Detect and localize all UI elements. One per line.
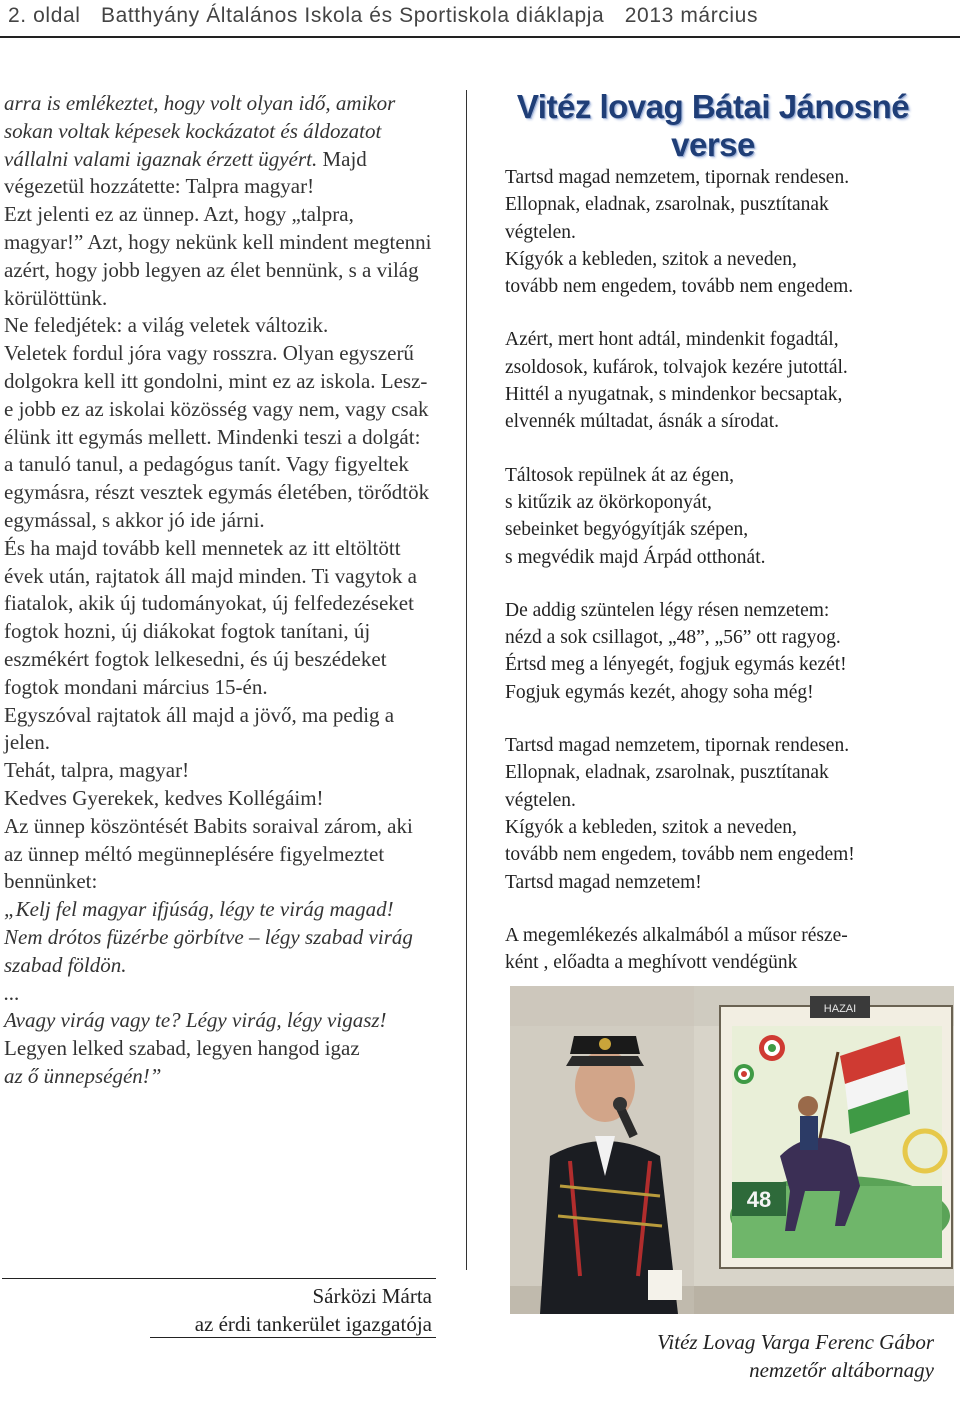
poem-stanza (505, 462, 955, 571)
paragraph-text: Ezt jelenti ez az ünnep. Azt, hogy „talpra, magyar!” Azt, hogy nekünk kell mindent megtenni azért, hogy jobb legyen az élet bennünk, s a világ körülöttünk. (4, 202, 432, 310)
poem-line: zsoldosok, kufárok, tolvajok kezére jutottál. (505, 356, 848, 378)
page-header (0, 0, 960, 38)
poem-line: Tartsd magad nemzetem, tipornak rendesen. (505, 167, 850, 188)
article-paragraph (4, 813, 434, 896)
caption-title: nemzetőr altábornagy (749, 1358, 934, 1382)
poem-stanza (505, 326, 955, 435)
article-paragraph (4, 1063, 434, 1091)
poem-line: Kígyók a kebleden, szitok a neveden, (505, 248, 797, 270)
article-paragraph (4, 201, 434, 312)
article-paragraph (4, 785, 434, 813)
poem-line: Hittél a nyugatnak, s mindenkor becsaptak, (505, 384, 843, 406)
article-paragraph (4, 1035, 434, 1063)
caption-name: Vitéz Lovag Varga Ferenc Gábor (657, 1330, 934, 1354)
article-paragraph (4, 1007, 434, 1035)
paragraph-text: az ő ünnepségén!” (4, 1063, 162, 1088)
article-paragraph (4, 90, 434, 201)
poem-stanza (505, 922, 955, 977)
signature-role: az érdi tankerület igazgatója (194, 1312, 432, 1336)
poem-stanza (505, 597, 955, 706)
issue-date: 2013 március (624, 4, 759, 27)
poem-line: Táltosok repülnek át az égen, (505, 464, 735, 486)
poem-line: nézd a sok csillagot, „48”, „56” ott ragyog. (505, 627, 841, 649)
paragraph-text: És ha majd tovább kell mennetek az itt eltöltött évek után, rajtatok áll majd minden. Ti vagytok a fiatalok, akik új tudományokat, új felfedezéseket fogtok hozni, új diákokat fogtok tanítani, új eszmékért fogtok lelkesedni, és új beszédeket fogtok mondani március 15-én. (4, 535, 417, 699)
sign-text: HAZAI (823, 1003, 857, 1015)
poem-line: De addig szüntelen légy résen nemzetem: (505, 599, 830, 621)
poem-line: tovább nem engedem, tovább nem engedem! (505, 844, 855, 866)
poem-stanza (505, 732, 955, 896)
poem-line: Értsd meg a lényegét, fogjuk egymás kezét! (505, 654, 847, 676)
left-column-article (4, 90, 434, 1091)
poem-line: sebeinket begyógyítják szépen, (505, 519, 749, 541)
article-paragraph (4, 702, 434, 758)
poem-line: Azért, mert hont adtál, mindenkit fogadtál, (505, 329, 839, 351)
publication-title: Batthyány Általános Iskola és Sportiskola diáklapja (100, 4, 605, 27)
signature-rule-top (2, 1278, 436, 1279)
paragraph-text: Egyszóval rajtatok áll majd a jövő, ma pedig a jelen. (4, 702, 395, 755)
poem-line: Tartsd magad nemzetem, tipornak rendesen. (505, 735, 850, 757)
event-photo (510, 986, 954, 1314)
column-divider (466, 90, 467, 1270)
poem-line: A megemlékezés alkalmából a műsor része- (505, 924, 848, 946)
poem-stanza (505, 164, 955, 300)
poem-line: Tartsd magad nemzetem! (505, 871, 702, 893)
paragraph-text: Kedves Gyerekek, kedves Kollégáim! (4, 785, 324, 810)
painting-number: 48 (746, 1187, 772, 1212)
photo-caption (560, 1328, 934, 1384)
article-paragraph (4, 980, 434, 1008)
paragraph-text: Avagy virág vagy te? Légy virág, légy vigasz! (4, 1008, 387, 1033)
poem-line: végtelen. (505, 789, 576, 811)
article-paragraph (4, 340, 434, 535)
page-number: 2. oldal (8, 4, 81, 27)
header-text (8, 4, 952, 28)
paragraph-text: Majd végezetül hozzátette: Talpra magyar! (4, 146, 367, 199)
poem-line: tovább nem engedem, tovább nem engedem. (505, 276, 854, 298)
article-paragraph (4, 757, 434, 785)
poem-line: elvennék múltadat, ásnák a sírodat. (505, 411, 779, 433)
poem-line: s kitűzik az ökörkoponyát, (505, 491, 712, 513)
poem-line: Ellopnak, eladnak, zsarolnak, pusztítanak (505, 762, 829, 784)
poem-line: Kígyók a kebleden, szitok a neveden, (505, 816, 797, 838)
poem-line: Fogjuk egymás kezét, ahogy soha még! (505, 681, 814, 703)
event-photo-illustration (510, 986, 954, 1314)
paragraph-text: ... (4, 980, 20, 1005)
paragraph-text: Ne feledjétek: a világ veletek változik. (4, 313, 329, 338)
article-paragraph (4, 535, 434, 702)
paragraph-text: Az ünnep köszöntését Babits soraival zárom, aki az ünnep méltó megünneplésére figyelmeztet bennünket: (4, 813, 413, 894)
poem-title: Vitéz lovag Bátai Jánosné verse (516, 88, 910, 163)
signature-rule-bottom (150, 1337, 436, 1338)
paragraph-text: arra is emlékeztet, hogy volt olyan idő, amikor sokan voltak képesek kockázatot és áldozatot vállalni valami igaznak érzett ügyért. (4, 91, 396, 171)
paragraph-text: Veletek fordul jóra vagy rosszra. Olyan egyszerű dolgokra kell itt gondolni, mint ez az iskola. Lesz-e jobb ez az iskolai közösség vagy nem, vagy csak élünk itt egymás mellett. Mindenki teszi a dolgát: a tanuló tanul, a pedagógus tanít. Vagy figyeltek egymásra, részt vesztek egymás életében, törődtök egymással, s akkor jó ide járni. (4, 341, 430, 532)
poem-line: s megvédik majd Árpád otthonát. (505, 546, 766, 568)
poem-line: végtelen. (505, 221, 576, 243)
article-paragraph (4, 312, 434, 340)
poem-body (505, 164, 955, 1002)
article-paragraph (4, 896, 434, 979)
poem-line: Ellopnak, eladnak, zsarolnak, pusztítanak (505, 194, 829, 216)
poem-line: ként , előadta a meghívott vendégünk (505, 952, 798, 974)
paragraph-text: Legyen lelked szabad, legyen hangod igaz (4, 1036, 360, 1061)
paragraph-text: Tehát, talpra, magyar! (4, 758, 190, 783)
paragraph-text: „Kelj fel magyar ifjúság, légy te virág magad! Nem drótos füzérbe görbítve – légy szabad virág szabad földön. (4, 897, 413, 977)
signature-name: Sárközi Márta (312, 1284, 432, 1308)
